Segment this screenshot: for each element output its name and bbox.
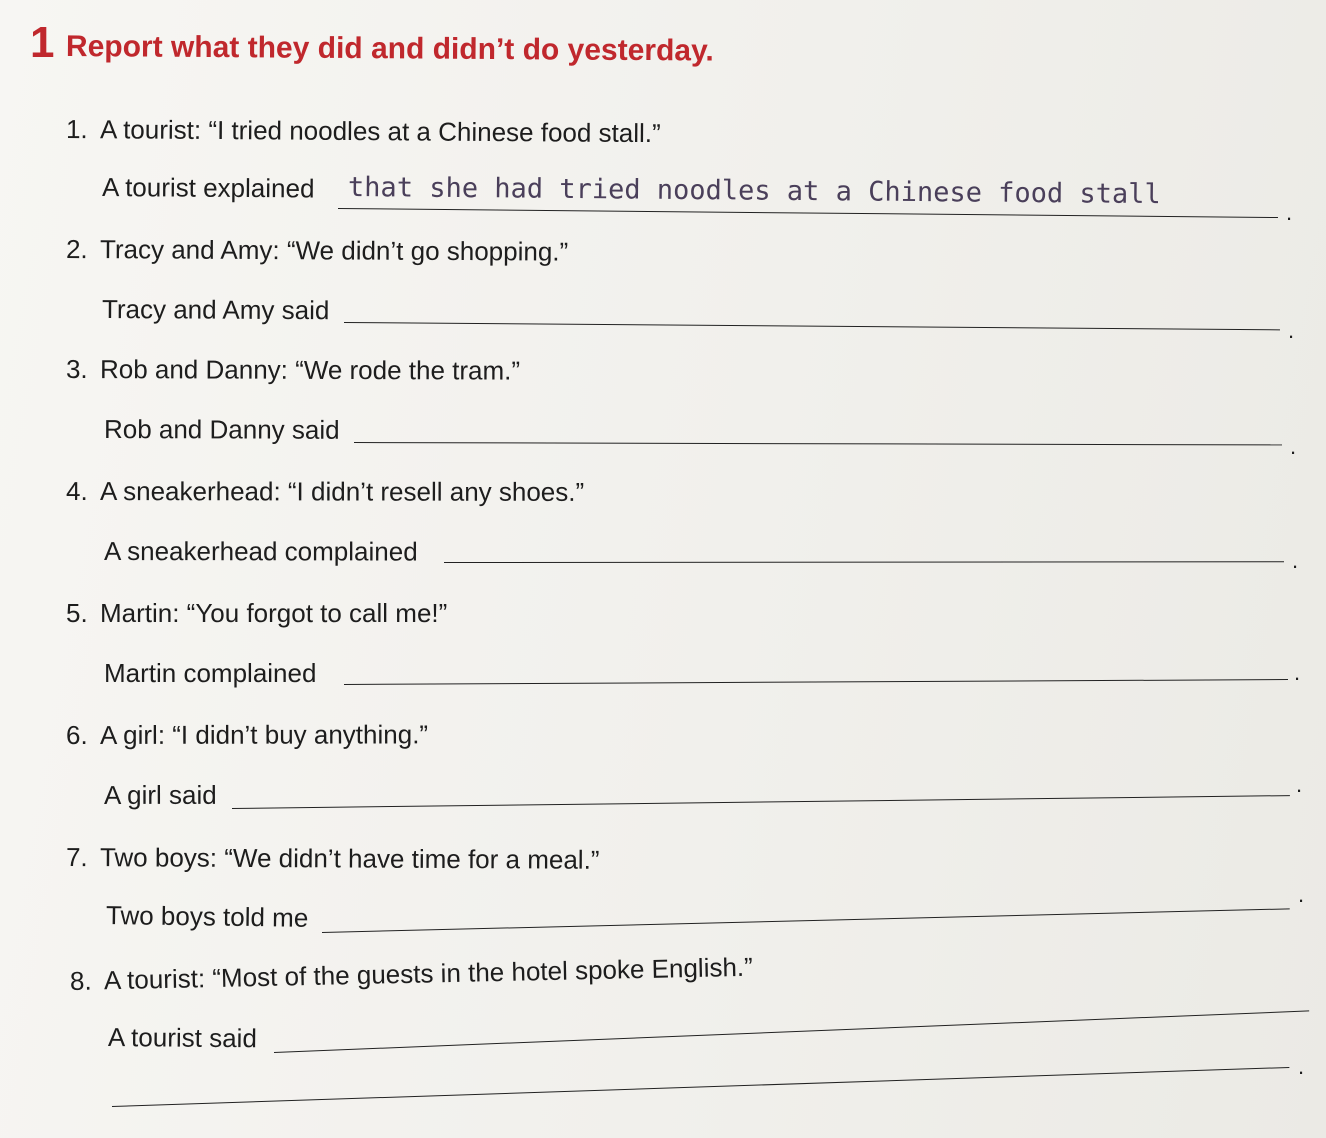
answer-prompt-3: Rob and Danny said bbox=[103, 414, 340, 445]
question-4 bbox=[66, 476, 584, 508]
answer-prompt-4: A sneakerhead complained bbox=[103, 536, 418, 567]
question-text: Tracy and Amy: “We didn’t go shopping.” bbox=[99, 234, 569, 267]
answer-line-4[interactable] bbox=[444, 561, 1284, 563]
answer-prompt-5: Martin complained bbox=[104, 658, 317, 688]
question-number: 2. bbox=[65, 234, 88, 265]
question-5 bbox=[66, 598, 447, 629]
question-1 bbox=[66, 114, 661, 149]
period-8: . bbox=[1298, 1054, 1305, 1079]
question-text: Two boys: “We didn’t have time for a meal.” bbox=[99, 842, 600, 875]
handwritten-answer-1: that she had tried noodles at a Chinese food stall bbox=[347, 172, 1161, 211]
question-6 bbox=[66, 719, 428, 751]
answer-prompt-1: A tourist explained bbox=[101, 172, 315, 204]
question-text: A tourist: “I tried noodles at a Chinese food stall.” bbox=[99, 114, 661, 149]
answer-line-3[interactable] bbox=[354, 442, 1282, 445]
period-4: . bbox=[1292, 548, 1299, 573]
period-6: . bbox=[1296, 772, 1303, 797]
period-1: . bbox=[1286, 200, 1293, 225]
question-number: 6. bbox=[65, 719, 88, 750]
answer-prompt-6: A girl said bbox=[103, 779, 217, 810]
question-8 bbox=[70, 952, 753, 997]
question-number: 3. bbox=[65, 354, 88, 385]
question-2 bbox=[66, 234, 568, 268]
question-number: 8. bbox=[69, 965, 92, 996]
period-5: . bbox=[1294, 660, 1301, 685]
question-number: 1. bbox=[65, 114, 88, 145]
answer-prompt-8: A tourist said bbox=[107, 1022, 257, 1054]
answer-line-6[interactable] bbox=[232, 795, 1290, 809]
answer-prompt-2: Tracy and Amy said bbox=[101, 294, 330, 326]
question-number: 4. bbox=[65, 476, 88, 507]
answer-line-2[interactable] bbox=[344, 322, 1280, 330]
question-text: A sneakerhead: “I didn’t resell any shoes.” bbox=[99, 476, 585, 507]
answer-prompt-7: Two boys told me bbox=[105, 900, 309, 933]
period-2: . bbox=[1288, 318, 1295, 343]
answer-line-7[interactable] bbox=[322, 908, 1290, 933]
question-7 bbox=[66, 842, 600, 876]
answer-line-8a[interactable] bbox=[274, 1010, 1309, 1053]
exercise-title: Report what they did and didn’t do yesterday. bbox=[65, 30, 714, 68]
period-3: . bbox=[1290, 434, 1297, 459]
question-text: A tourist: “Most of the guests in the hotel spoke English.” bbox=[103, 951, 754, 996]
answer-line-8b[interactable] bbox=[112, 1067, 1289, 1107]
answer-line-5[interactable] bbox=[344, 679, 1288, 685]
question-3 bbox=[66, 354, 520, 387]
question-number: 7. bbox=[65, 842, 88, 873]
question-number: 5. bbox=[66, 598, 88, 628]
period-7: . bbox=[1298, 882, 1305, 907]
question-text: Rob and Danny: “We rode the tram.” bbox=[99, 354, 521, 386]
exercise-number: 1 bbox=[30, 18, 55, 67]
question-text: A girl: “I didn’t buy anything.” bbox=[99, 719, 429, 750]
question-text: Martin: “You forgot to call me!” bbox=[100, 598, 448, 628]
